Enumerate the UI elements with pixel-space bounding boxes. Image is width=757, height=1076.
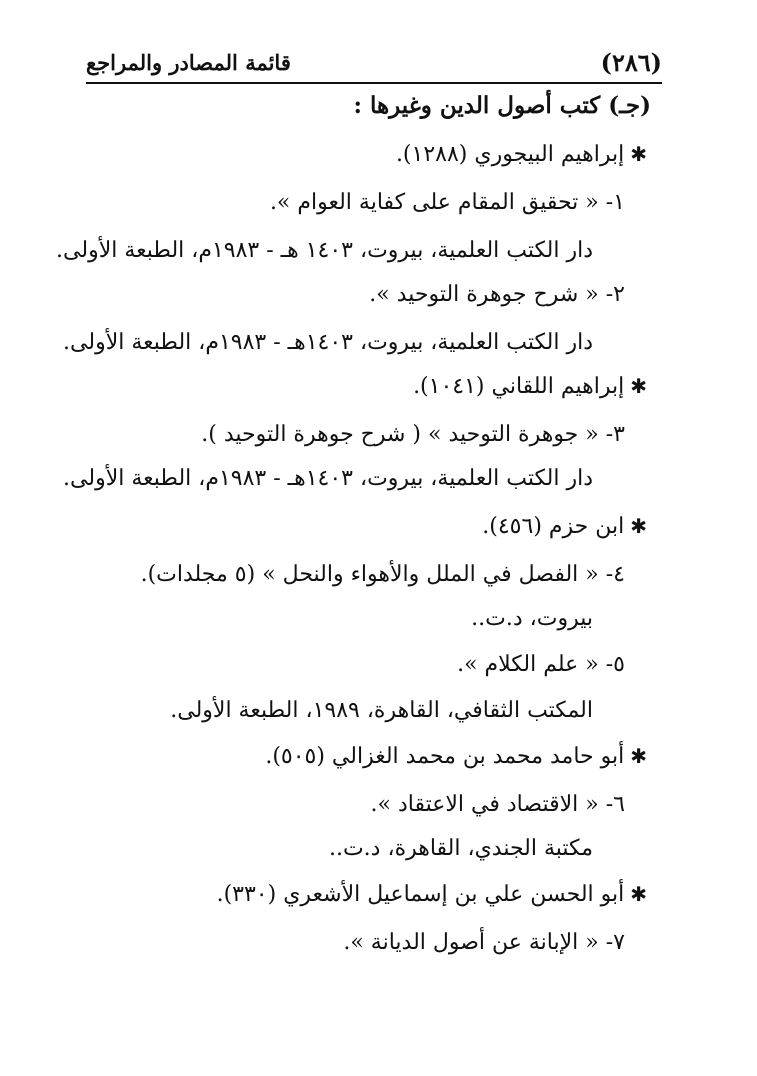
author-text: أبو حامد محمد بن محمد الغزالي (٥٠٥).	[265, 744, 625, 769]
publisher-entry: مكتبة الجندي، القاهرة، د.ت..	[328, 836, 593, 861]
book-entry: ٧- « الإبانة عن أصول الديانة ».	[343, 930, 625, 955]
book-entry: ٦- « الاقتصاد في الاعتقاد ».	[370, 792, 625, 817]
star-bullet-icon: ✱	[630, 374, 647, 398]
star-bullet-icon: ✱	[630, 514, 647, 538]
author-entry	[482, 516, 647, 538]
header-rule	[86, 82, 662, 84]
book-entry: ٢- « شرح جوهرة التوحيد ».	[369, 282, 625, 307]
author-text: إبراهيم اللقاني (١٠٤١).	[413, 374, 625, 399]
star-bullet-icon: ✱	[630, 882, 647, 906]
page-header	[86, 44, 662, 84]
publisher-entry: دار الكتب العلمية، بيروت، ١٤٠٣هـ - ١٩٨٣م، الطبعة الأولى.	[63, 330, 593, 355]
author-text: إبراهيم البيجوري (١٢٨٨).	[395, 142, 625, 167]
book-entry: ٥- « علم الكلام ».	[457, 652, 625, 677]
book-entry: ٣- « جوهرة التوحيد » ( شرح جوهرة التوحيد ).	[201, 422, 625, 447]
publisher-entry: المكتب الثقافي، القاهرة، ١٩٨٩، الطبعة الأولى.	[170, 698, 593, 723]
author-text: أبو الحسن علي بن إسماعيل الأشعري (٣٣٠).	[216, 882, 625, 907]
section-heading: (جـ) كتب أصول الدين وغيرها :	[353, 92, 651, 119]
author-entry	[396, 144, 647, 166]
publisher-entry: دار الكتب العلمية، بيروت، ١٤٠٣ هـ - ١٩٨٣م، الطبعة الأولى.	[56, 238, 593, 263]
author-entry	[217, 884, 647, 906]
publisher-entry: بيروت، د.ت..	[471, 606, 593, 631]
author-entry	[265, 746, 647, 768]
star-bullet-icon: ✱	[630, 142, 647, 166]
book-entry: ٤- « الفصل في الملل والأهواء والنحل » (٥ مجلدات).	[140, 562, 625, 587]
book-entry: ١- « تحقيق المقام على كفاية العوام ».	[269, 190, 625, 215]
publisher-entry: دار الكتب العلمية، بيروت، ١٤٠٣هـ - ١٩٨٣م، الطبعة الأولى.	[63, 466, 593, 491]
running-title: قائمة المصادر والمراجع	[86, 50, 291, 75]
author-text: ابن حزم (٤٥٦).	[482, 514, 625, 539]
star-bullet-icon: ✱	[630, 744, 647, 768]
page-number: (٢٨٦)	[600, 48, 662, 77]
author-entry	[413, 376, 647, 398]
